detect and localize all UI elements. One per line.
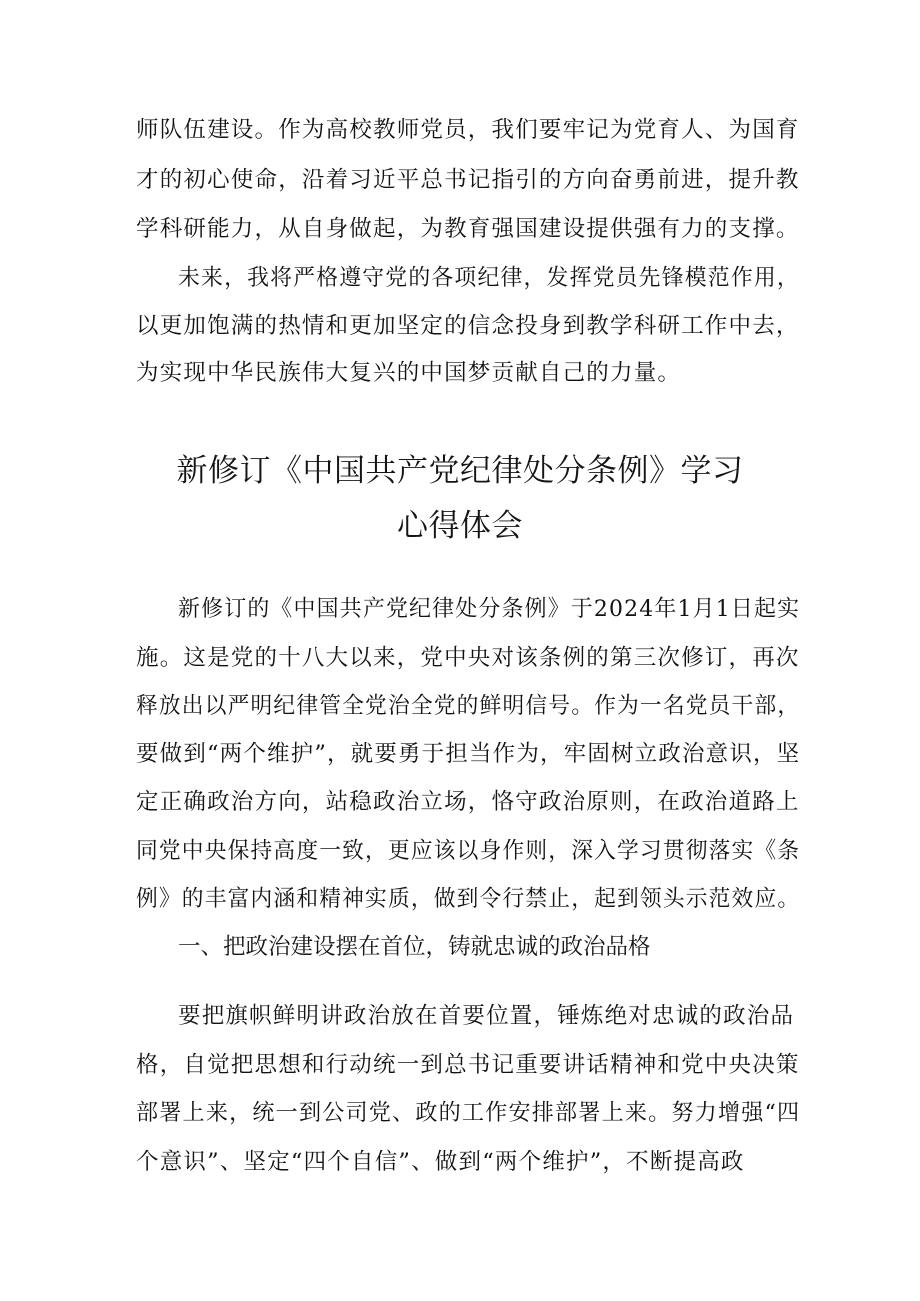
section-heading: 一、把政治建设摆在首位，铸就忠诚的政治品格 (178, 934, 651, 960)
intro-line-4: 未来，我将严格遵守党的各项纪律，发挥党员先锋模范作用， (178, 265, 800, 291)
intro-line-2: 才的初心使命，沿着习近平总书记指引的方向奋勇前进，提升教 (136, 167, 800, 193)
intro-line-6: 为实现中华民族伟大复兴的中国梦贡献自己的力量。 (136, 360, 682, 386)
intro-line-1: 师队伍建设。作为高校教师党员，我们要牢记为党育人、为国育 (136, 117, 800, 143)
intro-line-3: 学科研能力，从自身做起，为教育强国建设提供强有力的支撑。 (136, 216, 800, 242)
body-line-4: 要做到“两个维护”，就要勇于担当作为，牢固树立政治意识，坚 (136, 741, 801, 767)
section-line-3: 部署上来，统一到公司党、政的工作安排部署上来。努力增强“四 (136, 1100, 801, 1126)
intro-line-5: 以更加饱满的热情和更加坚定的信念投身到教学科研工作中去， (136, 313, 800, 339)
body-line-5: 定正确政治方向，站稳政治立场，恪守政治原则，在政治道路上 (136, 789, 800, 815)
body-line-1: 新修订的《中国共产党纪律处分条例》于2024年1月1日起实 (178, 596, 801, 622)
section-line-1: 要把旗帜鲜明讲政治放在首要位置，锤炼绝对忠诚的政治品 (178, 1003, 795, 1029)
body-line-2: 施。这是党的十八大以来，党中央对该条例的第三次修订，再次 (136, 645, 800, 671)
section-line-4: 个意识”、坚定“四个自信”、做到“两个维护”，不断提高政 (136, 1149, 745, 1175)
body-line-6: 同党中央保持高度一致，更应该以身作则，深入学习贯彻落实《条 (136, 838, 801, 864)
section-line-2: 格，自觉把思想和行动统一到总书记重要讲话精神和党中央决策 (136, 1052, 800, 1078)
page-title-line-2: 心得体会 (397, 508, 523, 544)
body-line-3: 释放出以严明纪律管全党治全党的鲜明信号。作为一名党员干部， (136, 693, 801, 719)
body-line-7: 例》的丰富内涵和精神实质，做到令行禁止，起到领头示范效应。 (136, 886, 801, 912)
page-title-line-1: 新修订《中国共产党纪律处分条例》学习 (176, 453, 744, 489)
